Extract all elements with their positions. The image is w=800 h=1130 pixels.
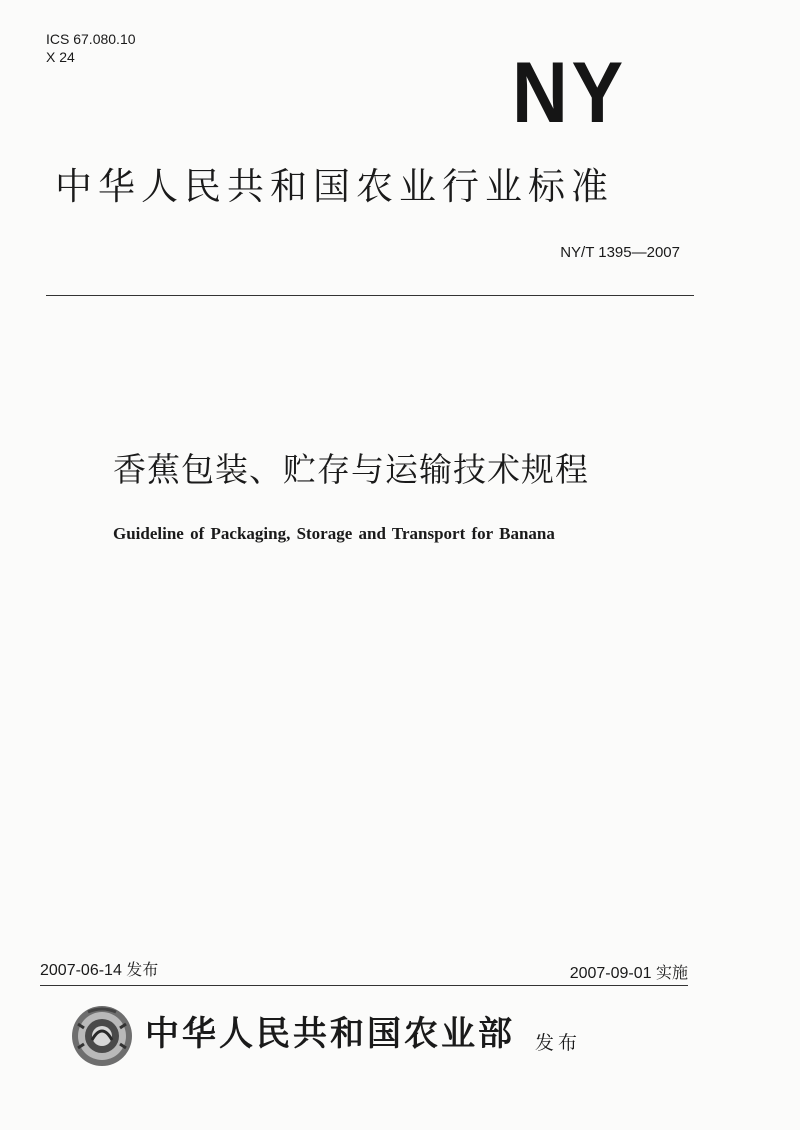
document-title-cn: 香蕉包装、贮存与运输技术规程 bbox=[113, 450, 589, 489]
top-divider bbox=[46, 295, 694, 296]
ics-code: ICS 67.080.10 bbox=[46, 31, 136, 47]
issue-date: 2007-06-14 发布 bbox=[40, 962, 159, 979]
issuing-ministry: 中华人民共和国农业部 bbox=[145, 1014, 515, 1054]
ny-logo: NY bbox=[512, 45, 627, 141]
publish-label: 发布 bbox=[535, 1032, 582, 1054]
document-title-en: Guideline of Packaging, Storage and Transport for Banana bbox=[113, 524, 555, 543]
classification-block bbox=[46, 30, 136, 66]
ministry-emblem-icon bbox=[70, 1004, 134, 1068]
bottom-divider bbox=[40, 985, 688, 986]
standard-title: 中华人民共和国农业行业标准 bbox=[55, 165, 614, 208]
standard-code: NY/T 1395—2007 bbox=[560, 244, 680, 261]
effective-date: 2007-09-01 实施 bbox=[569, 965, 688, 982]
class-code: X 24 bbox=[46, 49, 75, 65]
